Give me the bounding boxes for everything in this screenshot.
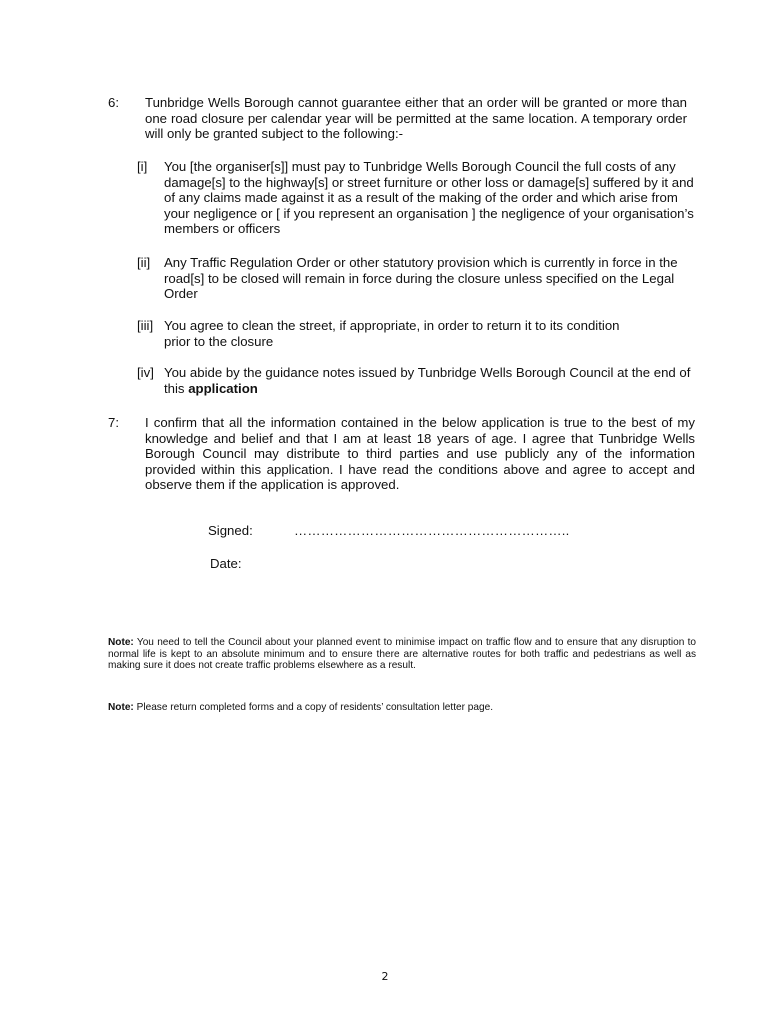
note-traffic [108,637,696,672]
condition-i-text: You [the organiser[s]] must pay to Tunbridge Wells Borough Council the full costs of any damage[s] to the highway[s] or street furniture or other loss or damage[s] suffered by it and of any claims made against it as a result of the making of the order and which arise from your negligence or [ if you represent an organisation ] the negligence of your organisation’s members or officers [164,159,694,236]
section-6-text: Tunbridge Wells Borough cannot guarantee either that an order will be granted or more than one road closure per calendar year will be permitted at the same location. A temporary order will only be granted subject to the following:- [145,95,687,141]
note-traffic-label: Note: [108,637,134,648]
page-number: 2 [381,970,389,983]
section-6-number: 6: [108,95,119,110]
note-return-forms [108,702,696,714]
condition-ii-label: [ii] [137,255,151,270]
condition-i [137,159,697,239]
signed-label: Signed: [208,523,253,538]
condition-i-label: [i] [137,159,148,174]
section-6 [108,95,698,145]
note-return-forms-text: Please return completed forms and a copy of residents’ consultation letter page. [133,702,494,713]
condition-iii-label: [iii] [137,318,154,333]
condition-iii [137,318,697,352]
condition-iv-bold-word: application [188,380,258,396]
condition-ii-text: Any Traffic Regulation Order or other statutory provision which is currently in force in the road[s] to be closed will remain in force during the closure unless specified on the Legal Order [164,255,678,301]
condition-iv-text-main: You abide by the guidance notes issued by Tunbridge Wells Borough Council at the end of this [164,365,691,396]
section-7-number: 7: [108,415,119,430]
condition-iv-text [164,365,696,396]
condition-iv-label: [iv] [137,365,154,380]
condition-iii-text: You agree to clean the street, if appropriate, in order to return it to its condition prior to the closure [164,318,620,349]
signed-line: …………………………………………………….. [294,523,570,538]
section-7-text: I confirm that all the information contained in the below application is true to the best of my knowledge and belief and that I am at least 18 years of age. I agree that Tunbridge Wells Borough Council may distribute to third parties and use publicly any of the information provided within this application. I have read the conditions above and agree to accept and observe them if the application is approved. [145,415,695,492]
date-label: Date: [210,556,242,571]
condition-ii [137,255,697,305]
note-return-forms-label: Note: [108,702,134,713]
note-traffic-text: You need to tell the Council about your planned event to minimise impact on traffic flow and to ensure that any disruption to normal life is kept to an absolute minimum and to ensure there are alternative routes for both traffic and pedestrians as well as making sure it does not create traffic problems elsewhere as a result. [108,637,696,671]
condition-iv [137,365,697,399]
section-7 [108,415,698,495]
